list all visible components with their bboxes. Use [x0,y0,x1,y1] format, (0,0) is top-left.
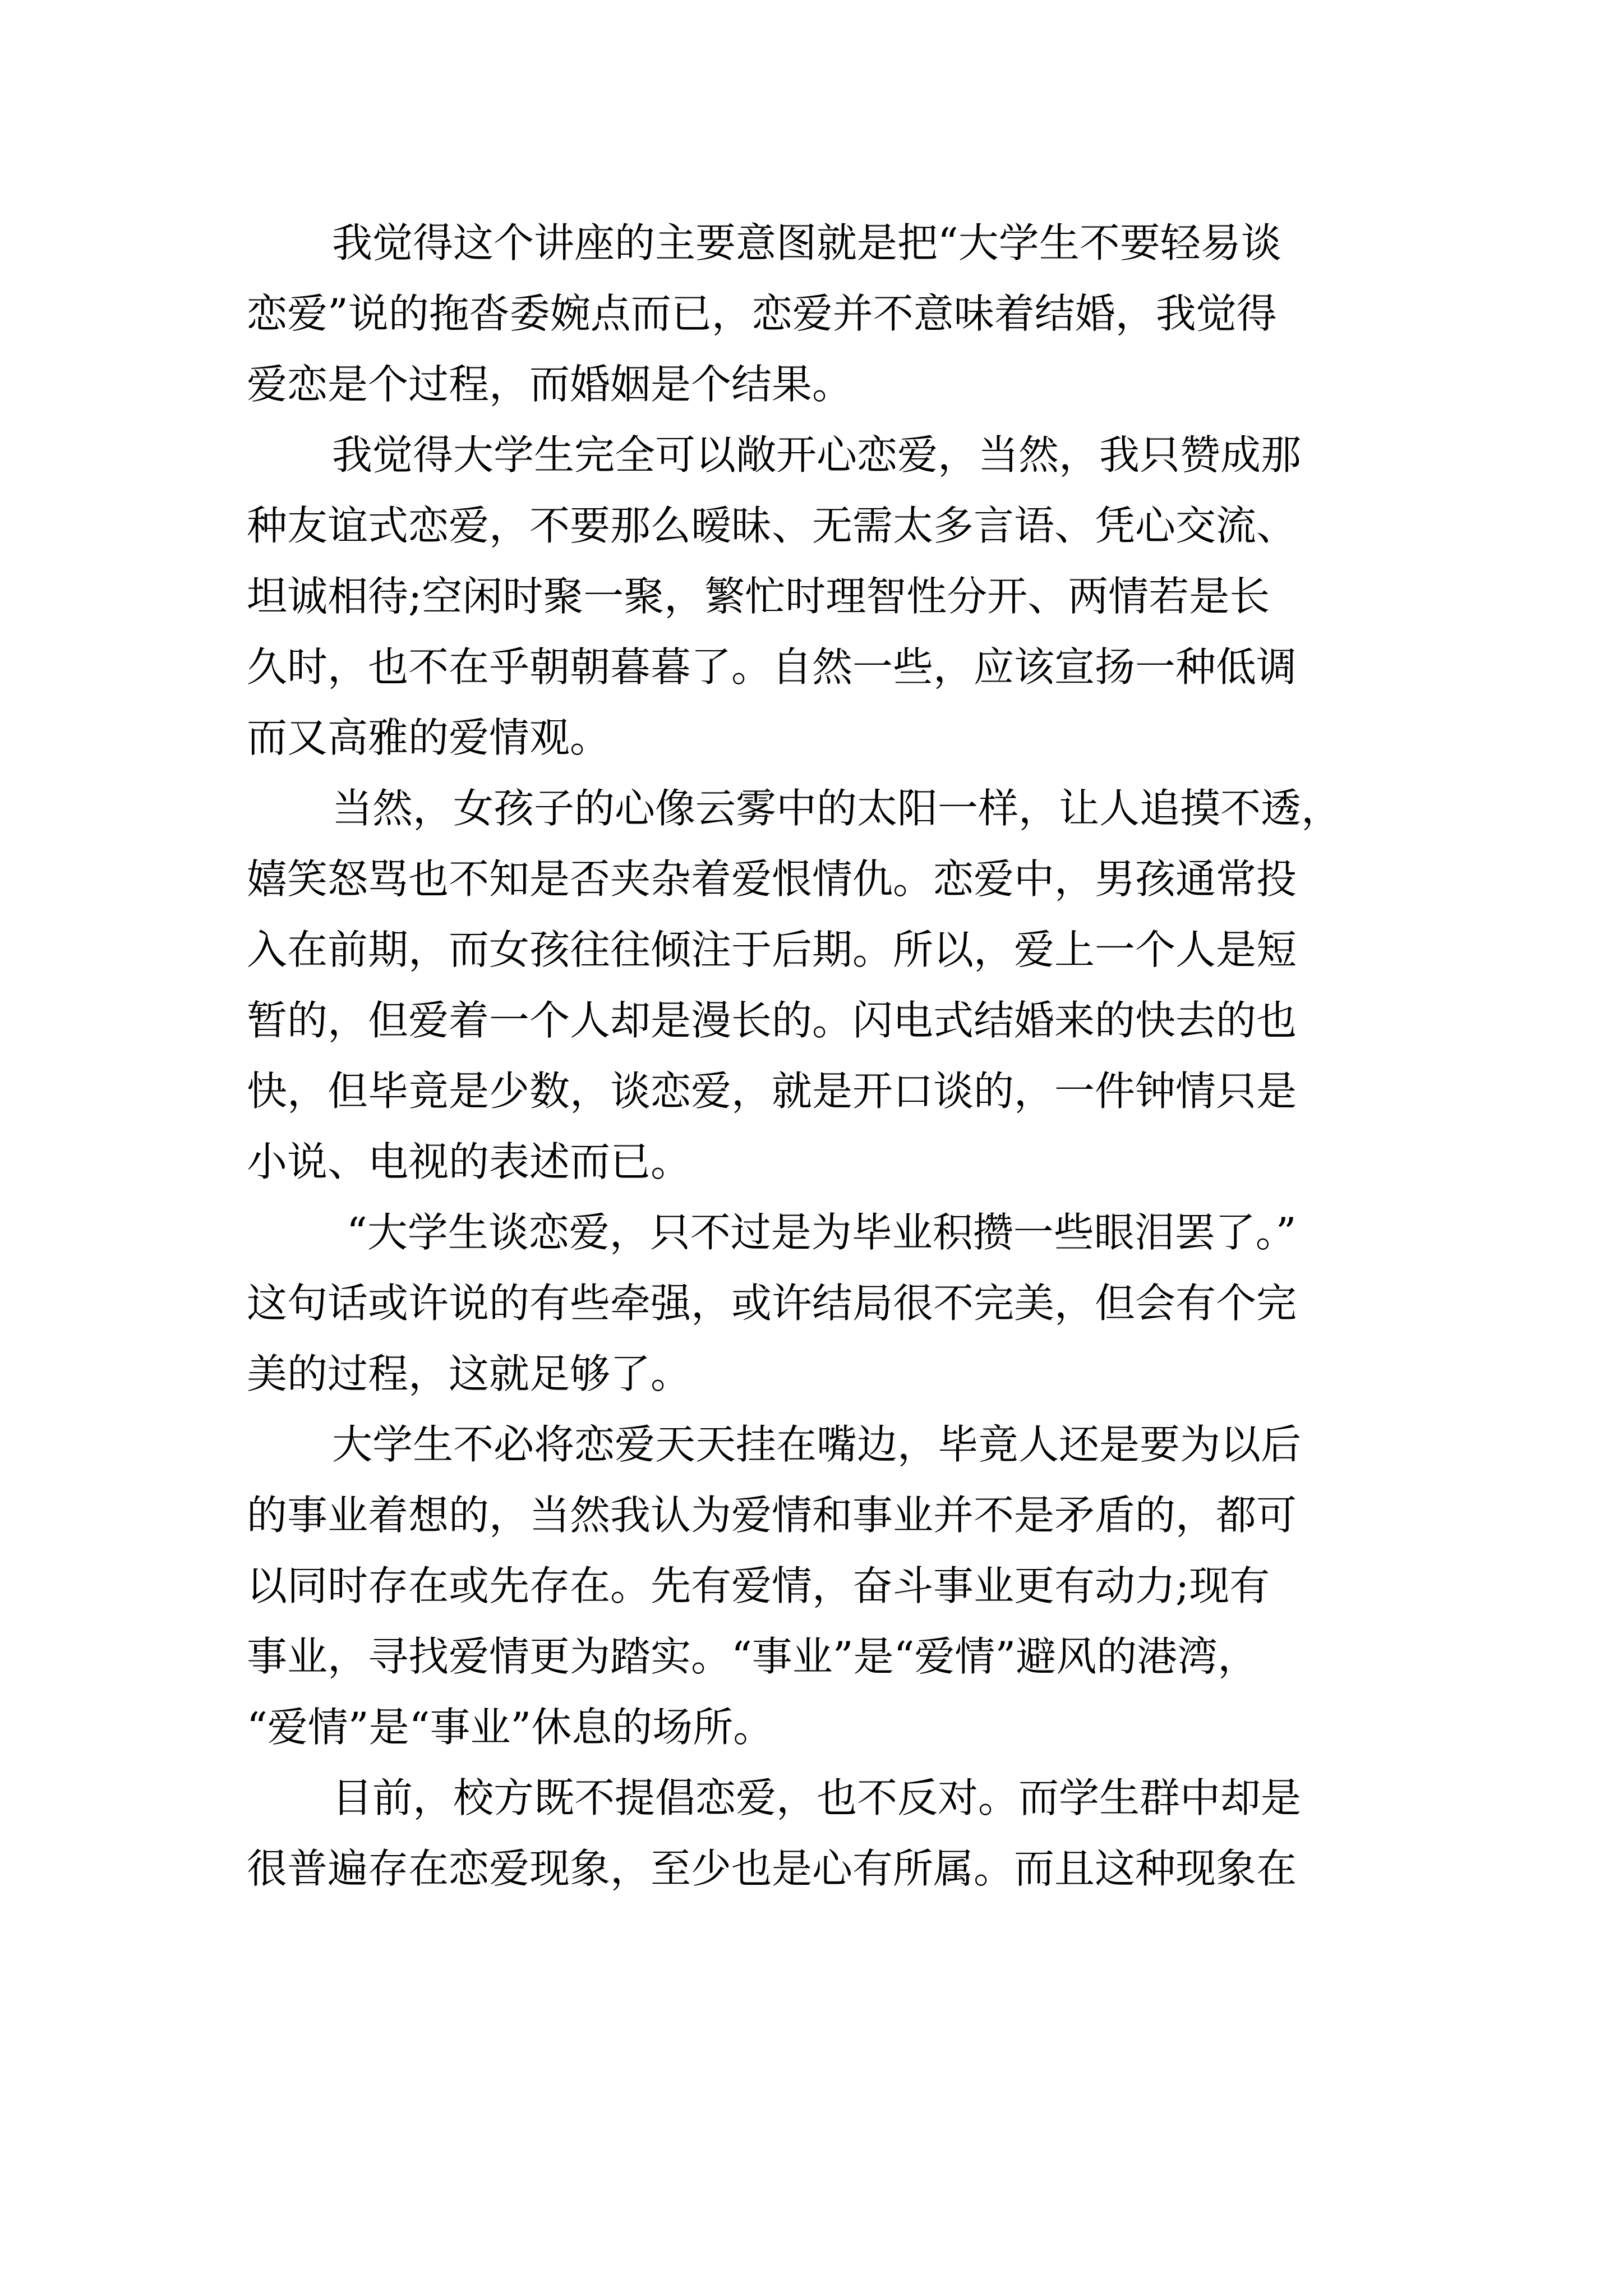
text-line: 久时，也不在乎朝朝暮暮了。自然一些，应该宣扬一种低调 [247,643,1297,691]
paragraph [247,1197,1447,1409]
text-line: 恋爱”说的拖沓委婉点而已，恋爱并不意味着结婚，我觉得 [247,290,1277,337]
text-line: 以同时存在或先存在。先有爱情，奋斗事业更有动力;现有 [247,1562,1270,1609]
text-line: 种友谊式恋爱，不要那么暧昧、无需太多言语、凭心交流、 [247,502,1297,549]
text-line: 这句话或许说的有些牵强，或许结局很不完美，但会有个完 [247,1280,1297,1327]
text-line: 坦诚相待;空闲时聚一聚，繁忙时理智性分开、两情若是长 [247,573,1270,620]
text-line: 美的过程，这就足够了。 [247,1350,691,1397]
text-line: 嬉笑怒骂也不知是否夹杂着爱恨情仇。恋爱中，男孩通常投 [247,855,1297,903]
text-line: 目前，校方既不提倡恋爱，也不反对。而学生群中却是 [332,1774,1302,1821]
paragraph [247,773,1447,1197]
text-line: 暂的，但爱着一个人却是漫长的。闪电式结婚来的快去的也 [247,997,1297,1044]
text-line: 的事业着想的，当然我认为爱情和事业并不是矛盾的，都可 [247,1492,1297,1539]
text-line: 我觉得大学生完全可以敞开心恋爱，当然，我只赞成那 [332,431,1302,478]
text-line: 我觉得这个讲座的主要意图就是把“大学生不要轻易谈 [332,219,1281,266]
text-line: 入在前期，而女孩往往倾注于后期。所以，爱上一个人是短 [247,926,1297,973]
paragraph [247,208,1447,420]
text-line: 小说、电视的表述而已。 [247,1138,691,1185]
paragraph [247,420,1447,773]
text-line: 爱恋是个过程，而婚姻是个结果。 [247,361,853,408]
text-line: 事业，寻找爱情更为踏实。“事业”是“爱情”避风的港湾， [247,1633,1258,1680]
body-text [247,208,1447,1904]
text-line: “大学生谈恋爱，只不过是为毕业积攒一些眼泪罢了。” [347,1209,1297,1256]
text-line: 很普遍存在恋爱现象，至少也是心有所属。而且这种现象在 [247,1845,1297,1892]
text-line: 当然，女孩子的心像云雾中的太阳一样，让人追摸不透， [332,785,1342,832]
text-line: “爱情”是“事业”休息的场所。 [247,1704,774,1751]
text-line: 而又高雅的爱情观。 [247,714,611,761]
text-line: 快，但毕竟是少数，谈恋爱，就是开口谈的，一件钟情只是 [247,1068,1297,1115]
paragraph [247,1763,1447,1904]
text-line: 大学生不必将恋爱天天挂在嘴边，毕竟人还是要为以后 [332,1421,1302,1468]
paragraph [247,1409,1447,1763]
